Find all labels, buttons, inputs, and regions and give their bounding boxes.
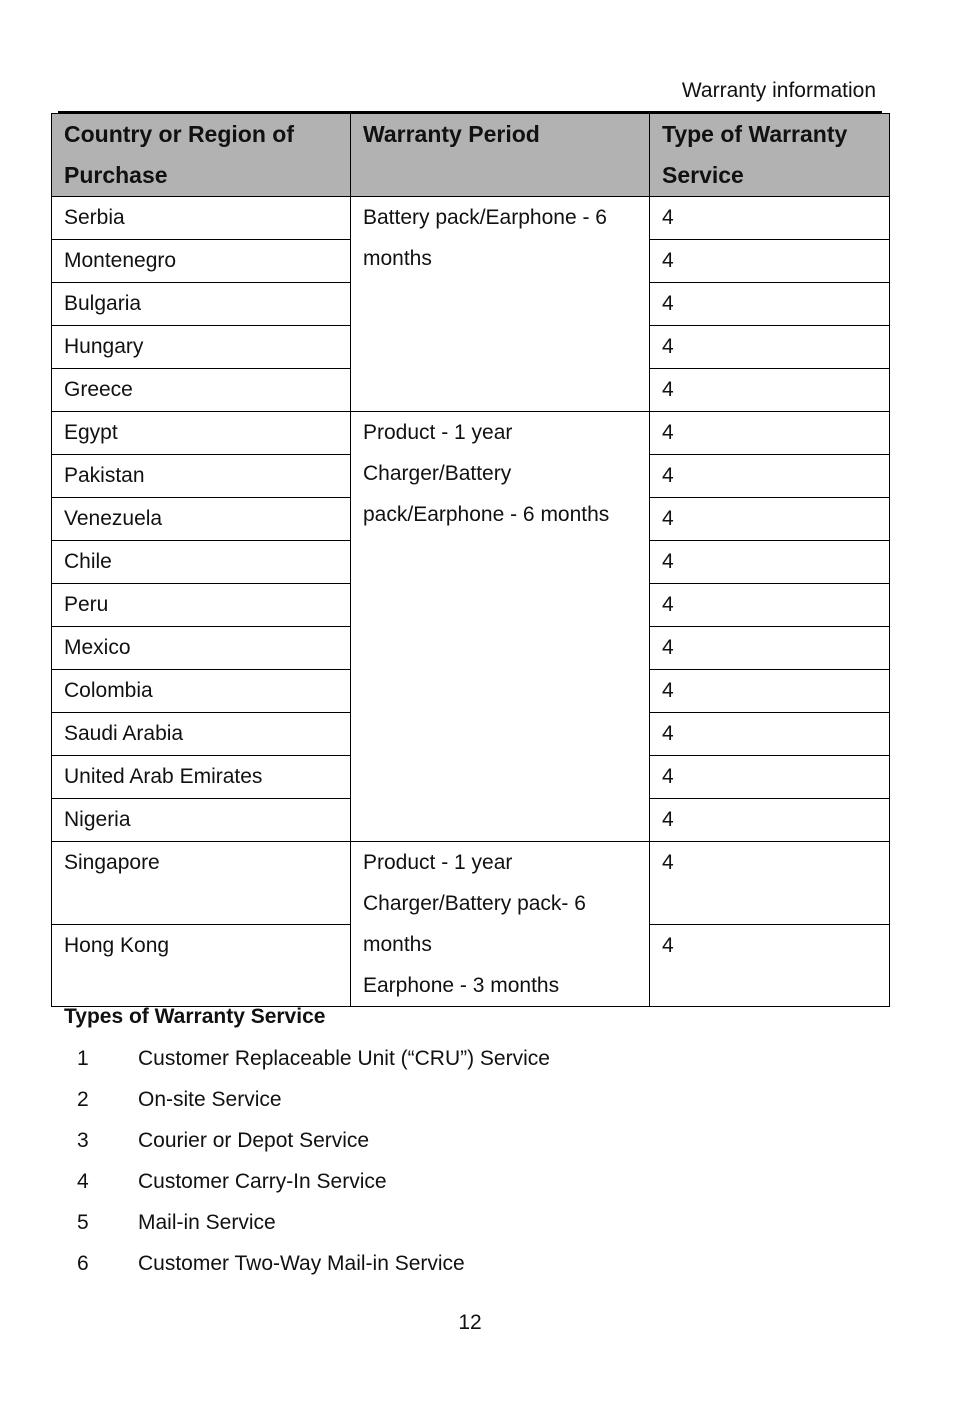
- type-cell: 4: [650, 240, 890, 283]
- type-cell: 4: [650, 842, 890, 925]
- table-header-row: [52, 114, 890, 197]
- list-item-number: 1: [77, 1047, 89, 1070]
- country-cell: Mexico: [52, 627, 351, 670]
- list-item: [64, 1161, 884, 1202]
- list-item-number: 6: [77, 1252, 89, 1275]
- country-cell: Bulgaria: [52, 283, 351, 326]
- country-cell: Peru: [52, 584, 351, 627]
- type-cell: 4: [650, 670, 890, 713]
- type-cell: 4: [650, 498, 890, 541]
- country-cell: Hungary: [52, 326, 351, 369]
- country-cell: Hong Kong: [52, 924, 351, 1007]
- country-cell: Serbia: [52, 197, 351, 240]
- warranty-types-list: [64, 1038, 884, 1284]
- country-cell: Egypt: [52, 412, 351, 455]
- column-header-type: Type of Warranty Service: [650, 114, 890, 197]
- period-line: Battery pack/Earphone - 6 months: [363, 206, 607, 270]
- list-item-number: 3: [77, 1129, 89, 1152]
- column-header-period: Warranty Period: [351, 114, 650, 197]
- warranty-types-title: Types of Warranty Service: [64, 1005, 326, 1028]
- list-item-text: Courier or Depot Service: [138, 1129, 370, 1152]
- country-cell: Singapore: [52, 842, 351, 925]
- list-item: [64, 1038, 884, 1079]
- list-item-text: Customer Two-Way Mail-in Service: [138, 1252, 465, 1275]
- running-header-title: Warranty information: [681, 79, 876, 102]
- list-item-number: 5: [77, 1211, 89, 1234]
- list-item-number: 4: [77, 1170, 89, 1193]
- type-cell: 4: [650, 412, 890, 455]
- type-cell: 4: [650, 541, 890, 584]
- type-cell: 4: [650, 924, 890, 1007]
- country-cell: Nigeria: [52, 799, 351, 842]
- warranty-period-cell: [351, 197, 650, 412]
- list-item-text: Mail-in Service: [138, 1211, 276, 1234]
- type-cell: 4: [650, 326, 890, 369]
- type-cell: 4: [650, 756, 890, 799]
- list-item: [64, 1120, 884, 1161]
- running-header: [58, 76, 882, 115]
- type-cell: 4: [650, 283, 890, 326]
- list-item: [64, 1202, 884, 1243]
- table-body: [52, 197, 890, 1007]
- country-cell: Colombia: [52, 670, 351, 713]
- warranty-table: [51, 113, 890, 1007]
- type-cell: 4: [650, 713, 890, 756]
- warranty-period-cell: [351, 842, 650, 1007]
- table-row: [52, 412, 890, 455]
- list-item-number: 2: [77, 1088, 89, 1111]
- list-item: [64, 1243, 884, 1284]
- warranty-types-section: [64, 1000, 884, 1284]
- type-cell: 4: [650, 197, 890, 240]
- page-number: 12: [458, 1311, 482, 1334]
- period-line: Earphone - 3 months: [363, 974, 560, 997]
- period-line: Product - 1 year: [363, 851, 513, 874]
- list-item-text: Customer Carry-In Service: [138, 1170, 387, 1193]
- type-cell: 4: [650, 455, 890, 498]
- country-cell: Greece: [52, 369, 351, 412]
- type-cell: 4: [650, 627, 890, 670]
- table-row: [52, 197, 890, 240]
- country-cell: Pakistan: [52, 455, 351, 498]
- period-line: Charger/Battery pack- 6 months: [363, 892, 586, 956]
- type-cell: 4: [650, 584, 890, 627]
- column-header-country: Country or Region of Purchase: [52, 114, 351, 197]
- country-cell: Montenegro: [52, 240, 351, 283]
- table-row: [52, 842, 890, 925]
- country-cell: Venezuela: [52, 498, 351, 541]
- period-line: Charger/Battery pack/Earphone - 6 months: [363, 462, 610, 526]
- warranty-period-cell: [351, 412, 650, 842]
- country-cell: Chile: [52, 541, 351, 584]
- type-cell: 4: [650, 799, 890, 842]
- list-item: [64, 1079, 884, 1120]
- country-cell: United Arab Emirates: [52, 756, 351, 799]
- period-line: Product - 1 year: [363, 421, 513, 444]
- country-cell: Saudi Arabia: [52, 713, 351, 756]
- type-cell: 4: [650, 369, 890, 412]
- list-item-text: Customer Replaceable Unit (“CRU”) Service: [138, 1047, 550, 1070]
- list-item-text: On-site Service: [138, 1088, 282, 1111]
